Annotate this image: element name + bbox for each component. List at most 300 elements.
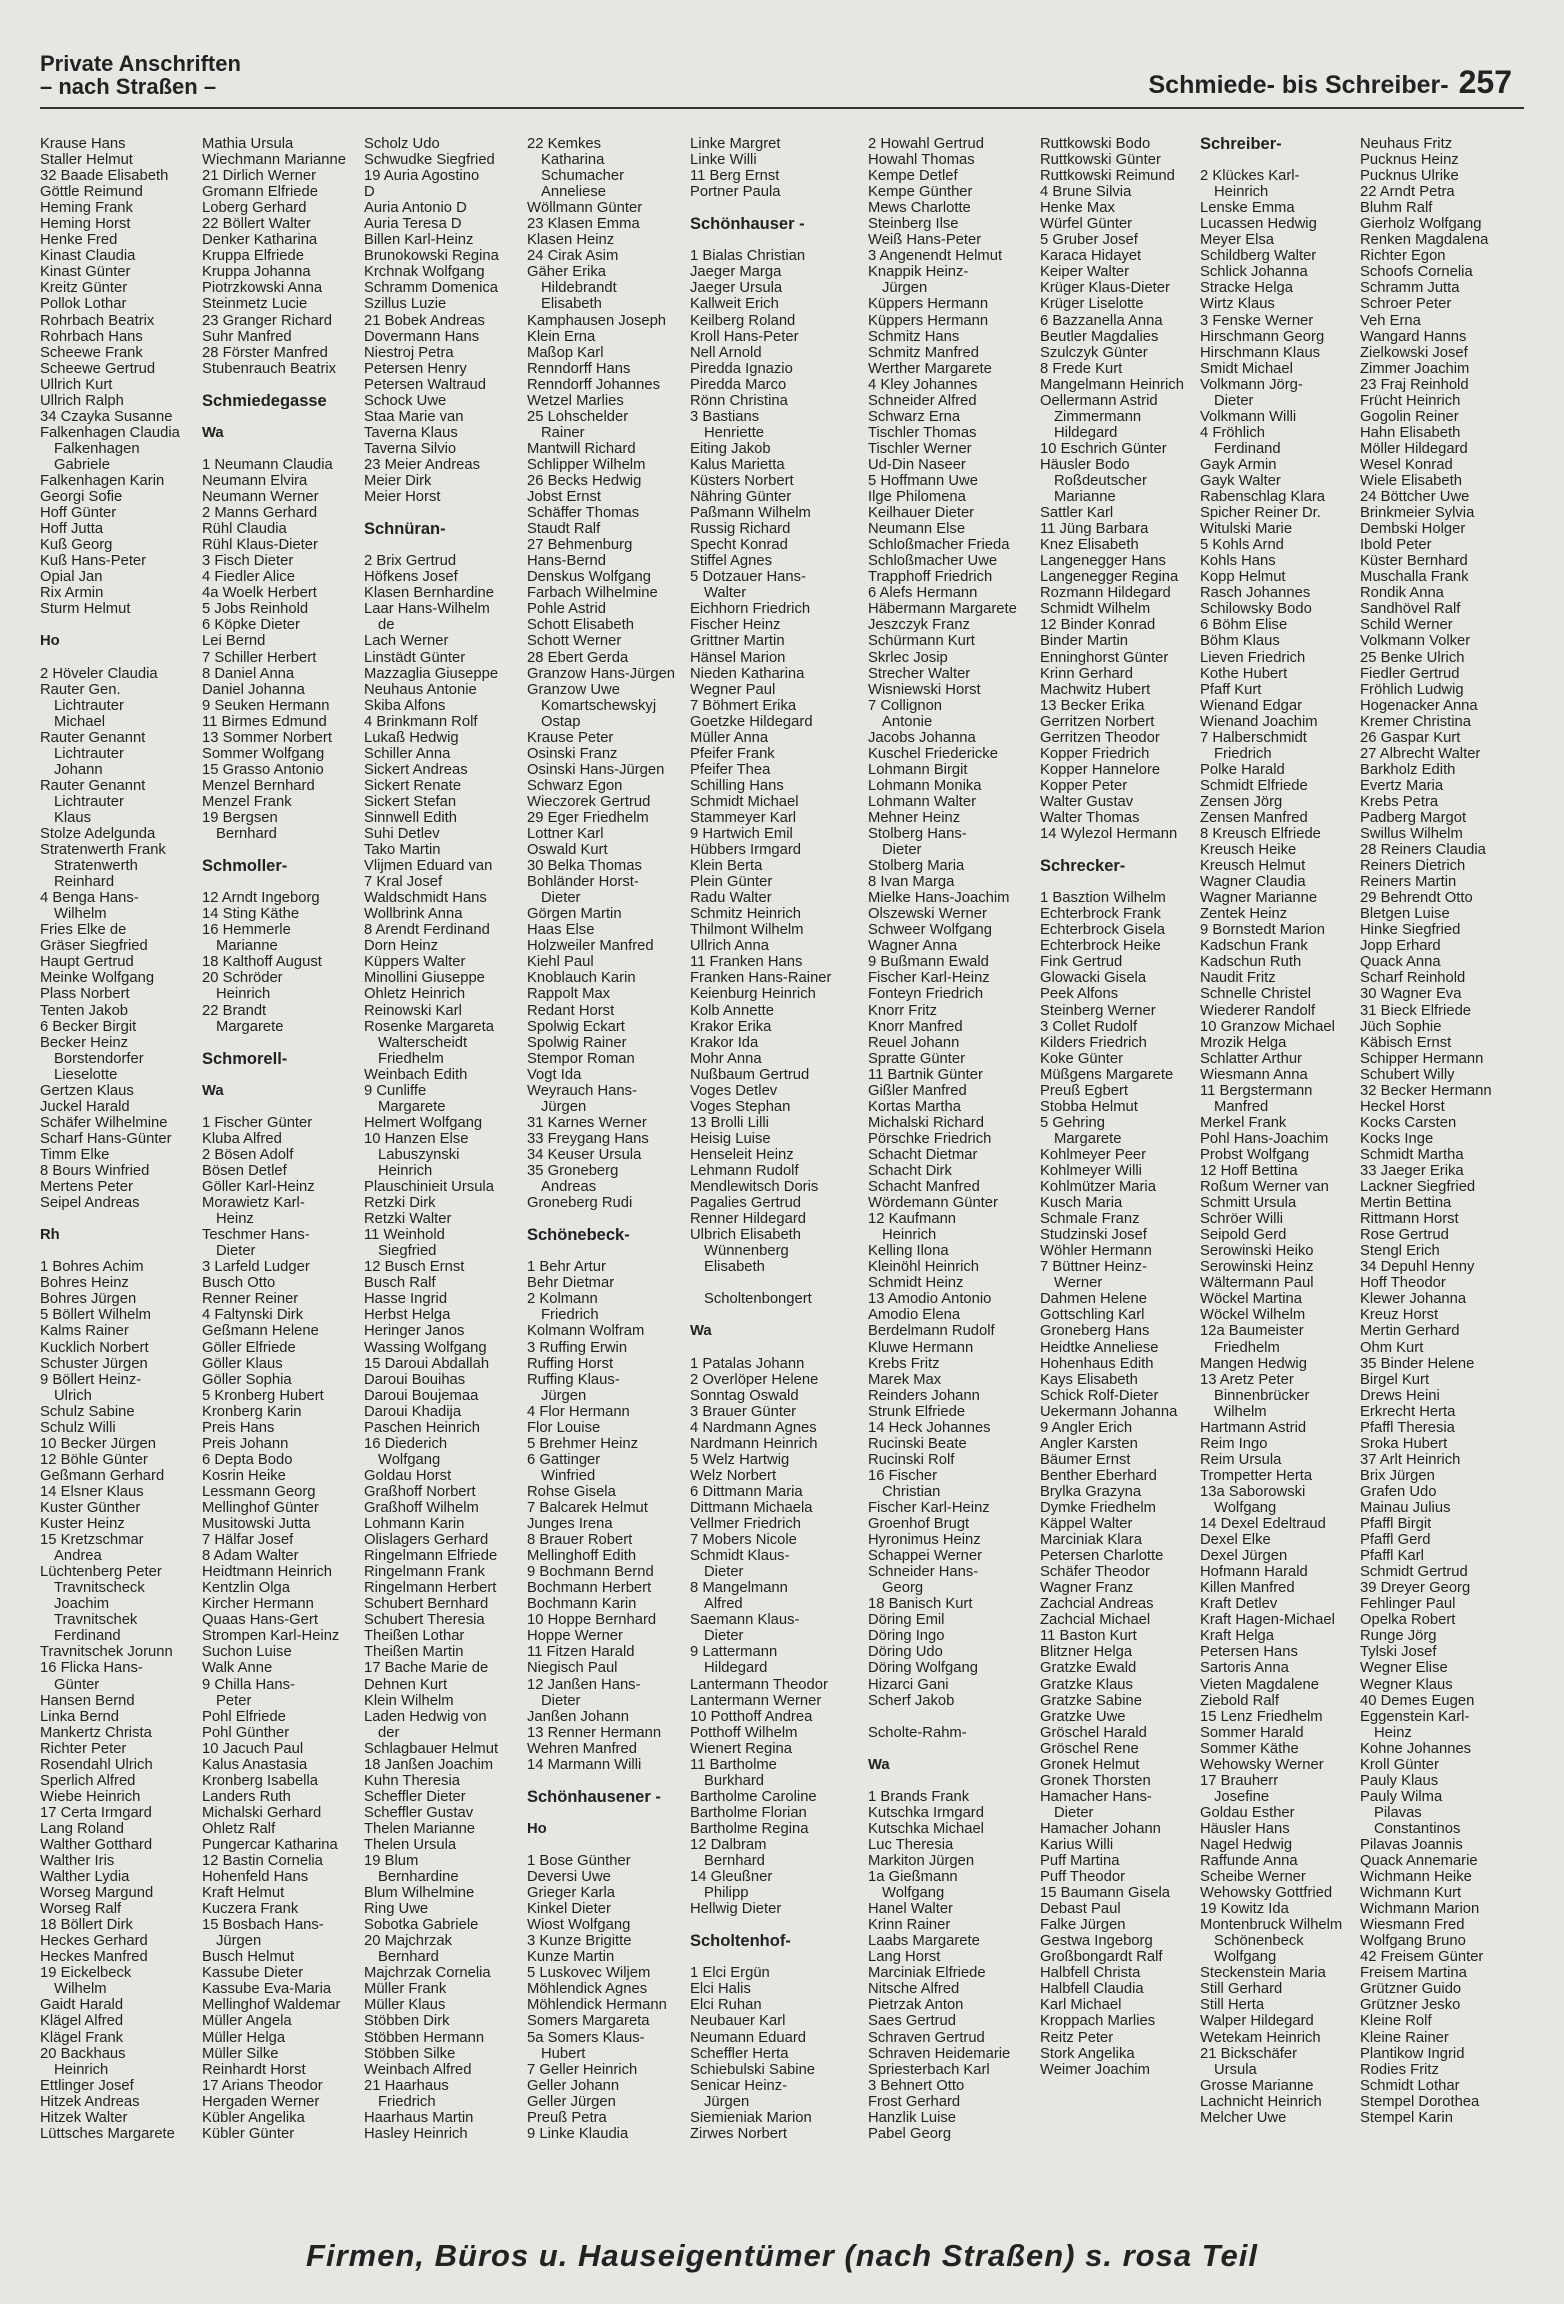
resident-entry: Potthoff Wilhelm (690, 1724, 798, 1741)
resident-entry: Wiesmann Anna (1200, 1066, 1308, 1083)
resident-entry: 9 Bornstedt Marion (1200, 922, 1326, 939)
resident-entry: Kübler Angelika (202, 2109, 305, 2126)
resident-entry: 5 Brehmer Heinz (527, 1435, 639, 1452)
resident-entry: Ringelmann Herbert (364, 1580, 497, 1597)
resident-entry: Wolfgang (1214, 1499, 1277, 1516)
resident-entry: 5 Luskovec Wiljem (527, 1965, 651, 1982)
resident-entry: Antonie (882, 713, 933, 730)
resident-entry: Margarete (216, 1018, 284, 1035)
resident-entry: Voges Stephan (690, 1098, 791, 1115)
resident-entry: Hamacher Johann (1040, 1820, 1161, 1837)
resident-entry: Elisabeth (704, 1259, 765, 1276)
street-heading: Schmorell- (202, 1050, 288, 1067)
resident-entry: Quack Anna (1360, 954, 1441, 971)
resident-entry: Kircher Hermann (202, 1596, 314, 1613)
resident-entry: Binnenbrücker (1214, 1387, 1310, 1404)
resident-entry: Helmert Wolfgang (364, 1114, 483, 1131)
resident-entry: Blitzner Helga (1040, 1644, 1133, 1661)
resident-entry: Constantinos (1374, 1820, 1461, 1837)
resident-entry: Stolberg Maria (868, 858, 965, 875)
resident-entry: 27 Behmenburg (527, 537, 633, 554)
resident-entry: 40 Demes Eugen (1360, 1692, 1475, 1709)
resident-entry: Kassube Eva-Maria (202, 1981, 332, 1998)
resident-entry: Kentzlin Olga (202, 1580, 291, 1597)
resident-entry: 14 Heck Johannes (868, 1419, 991, 1436)
resident-entry: Dembski Holger (1360, 521, 1466, 538)
resident-entry: Witulski Marie (1200, 521, 1293, 538)
resident-entry: Wiebe Heinrich (40, 1788, 141, 1805)
resident-entry: Luc Theresia (868, 1836, 954, 1853)
resident-entry: Müller Klaus (364, 1997, 446, 2014)
resident-entry: Kroll Günter (1360, 1756, 1439, 1773)
resident-entry: 4 Benga Hans- (40, 890, 139, 907)
resident-entry: Wöckel Martina (1200, 1291, 1302, 1308)
resident-entry: Zensen Manfred (1200, 809, 1308, 826)
resident-entry: 19 Auria Agostino (364, 168, 480, 185)
resident-entry: Höfkens Josef (364, 569, 458, 586)
resident-entry: Pfeifer Frank (690, 745, 775, 762)
resident-entry: Kuhn Theresia (364, 1772, 460, 1789)
resident-entry: Kraft Hagen-Michael (1200, 1612, 1335, 1629)
resident-entry: Rix Armin (40, 585, 104, 602)
resident-entry: Schmidt Michael (690, 793, 799, 810)
resident-entry: 4 Fiedler Alice (202, 569, 295, 586)
resident-entry: 21 Bickschäfer (1200, 2045, 1298, 2062)
resident-entry: Holzweiler Manfred (527, 938, 654, 955)
resident-entry: Bohländer Horst- (527, 874, 639, 891)
resident-entry: 21 Dirlich Werner (202, 168, 317, 185)
resident-entry: Keilhauer Dieter (868, 505, 975, 522)
resident-entry: Schlick Johanna (1200, 264, 1308, 281)
street-heading: Schrecker- (1040, 858, 1126, 875)
resident-entry: Georgi Sofie (40, 489, 123, 506)
resident-entry: Kassube Dieter (202, 1965, 304, 1982)
resident-entry: Schubert Willy (1360, 1066, 1455, 1083)
resident-entry: Sandhövel Ralf (1360, 601, 1461, 618)
resident-entry: 5a Somers Klaus- (527, 2029, 645, 2046)
resident-entry: 2 Brix Gertrud (364, 553, 457, 570)
resident-entry: Petersen Waltraud (364, 376, 486, 393)
resident-entry: 33 Jaeger Erika (1360, 1163, 1464, 1179)
resident-entry: Kolb Annette (690, 1002, 774, 1019)
resident-entry: Schmitz Hans (868, 328, 960, 345)
resident-entry: Schott Werner (527, 633, 622, 650)
resident-entry: Steckenstein Maria (1200, 1965, 1326, 1982)
resident-entry: Montenbruck Wilhelm (1200, 1917, 1343, 1934)
resident-entry: Rühl Claudia (202, 521, 287, 538)
resident-entry: 11 Fitzen Harald (527, 1644, 635, 1661)
resident-entry: Ringelmann Frank (364, 1564, 485, 1581)
resident-entry: Mendlewitsch Doris (690, 1179, 819, 1196)
resident-entry: Henke Fred (40, 232, 118, 249)
resident-entry: 10 Granzow Michael (1200, 1018, 1335, 1035)
resident-entry: Halbfell Claudia (1040, 1981, 1144, 1998)
resident-entry: Schmidt Lothar (1360, 2077, 1460, 2094)
resident-entry: Mellinghoff Edith (527, 1548, 637, 1565)
resident-entry: Pfaffl Birgit (1360, 1516, 1432, 1533)
resident-entry: Retzki Dirk (364, 1195, 436, 1212)
resident-entry: Bochmann Herbert (527, 1580, 652, 1597)
resident-entry: Killen Manfred (1200, 1580, 1295, 1597)
resident-entry: Daroui Khadija (364, 1403, 462, 1420)
resident-entry: Majchrzak Cornelia (364, 1965, 491, 1982)
resident-entry: Rönn Christina (690, 392, 788, 409)
resident-entry: 3 Brauer Günter (690, 1403, 797, 1420)
resident-entry: Kucklich Norbert (40, 1339, 149, 1356)
resident-entry: 2 Overlöper Helene (690, 1371, 819, 1388)
resident-entry: Groenhof Brugt (868, 1516, 970, 1533)
resident-entry: 35 Binder Helene (1360, 1355, 1475, 1372)
resident-entry: Farbach Wilhelmine (527, 585, 658, 602)
resident-entry: 1 Basztion Wilhelm (1040, 890, 1166, 907)
directory-column (690, 136, 870, 2218)
resident-entry: Skiba Alfons (364, 697, 446, 714)
resident-entry: Heinz (1374, 1724, 1412, 1741)
resident-entry (690, 1307, 870, 1323)
resident-entry: Sickert Renate (364, 777, 462, 794)
resident-entry (690, 232, 870, 248)
resident-entry: Nieden Katharina (690, 665, 805, 682)
resident-entry: Wagner Marianne (1200, 890, 1318, 907)
resident-entry: Neumann Elvira (202, 472, 308, 489)
resident-entry: 3 Fenske Werner (1200, 312, 1314, 329)
resident-entry: Lenske Emma (1200, 200, 1295, 217)
resident-entry: 7 Halberschmidt (1200, 729, 1307, 746)
resident-entry: Pfaff Kurt (1200, 681, 1262, 698)
resident-entry: 29 Eger Friedhelm (527, 809, 649, 826)
resident-entry: 8 Daniel Anna (202, 665, 295, 682)
district-code: Rh (40, 1227, 60, 1244)
resident-entry: Minollini Giuseppe (364, 970, 485, 987)
resident-entry: Ohm Kurt (1360, 1339, 1424, 1356)
resident-entry: Wieczorek Gertrud (527, 793, 651, 810)
resident-entry: Lüttsches Margarete (40, 2125, 175, 2142)
resident-entry: 11 Weinhold (364, 1227, 445, 1244)
resident-entry: Stracke Helga (1200, 280, 1293, 297)
resident-entry: 9 Seuken Hermann (202, 697, 330, 714)
resident-entry: Pauly Wilma (1360, 1788, 1443, 1805)
resident-entry: Volkmann Jörg- (1200, 376, 1303, 393)
resident-entry: Müller Helga (202, 2029, 286, 2046)
resident-entry: Melcher Uwe (1200, 2109, 1287, 2126)
resident-entry: Pollok Lothar (40, 296, 127, 313)
resident-entry: 5 Kohls Arnd (1200, 537, 1284, 554)
resident-entry: 9 Hartwich Emil (690, 826, 793, 843)
resident-entry: Karaca Hidayet (1040, 248, 1142, 265)
resident-entry: Kinast Günter (40, 264, 131, 281)
resident-entry: Rohse Gisela (527, 1483, 616, 1500)
resident-entry: Reuel Johann (868, 1034, 960, 1051)
resident-entry: 5 Böllert Wilhelm (40, 1307, 152, 1324)
resident-entry (868, 1741, 1048, 1757)
resident-entry: Keiper Walter (1040, 264, 1130, 281)
resident-entry: Wöhler Hermann (1040, 1243, 1152, 1260)
resident-entry: Dahmen Helene (1040, 1291, 1147, 1308)
resident-entry: 26 Becks Hedwig (527, 472, 642, 489)
resident-entry: Falke Jürgen (1040, 1917, 1126, 1934)
resident-entry: 18 Böllert Dirk (40, 1917, 133, 1934)
resident-entry: Schmidt Heinz (868, 1275, 964, 1292)
resident-entry: 12 Arndt Ingeborg (202, 890, 320, 907)
resident-entry: Lessmann Georg (202, 1483, 316, 1500)
resident-entry (202, 842, 382, 858)
resident-entry: Gierholz Wolfgang (1360, 216, 1482, 233)
resident-entry: Hübbers Irmgard (690, 842, 802, 859)
resident-entry: Lukaß Hedwig (364, 729, 459, 746)
resident-entry: Weimer Joachim (1040, 2061, 1150, 2078)
resident-entry (690, 1949, 870, 1965)
resident-entry: Ferdinand (1214, 440, 1281, 457)
resident-entry: Falkenhagen Claudia (40, 424, 180, 441)
resident-entry: Beutler Magdalies (1040, 328, 1159, 345)
resident-entry: Kalms Rainer (40, 1323, 129, 1340)
resident-entry: Deversi Uwe (527, 1869, 611, 1886)
resident-entry: Richter Peter (40, 1740, 127, 1757)
resident-entry: Großbongardt Ralf (1040, 1949, 1163, 1966)
resident-entry: Kohne Johannes (1360, 1740, 1472, 1757)
street-range-title: Schmiede- bis Schreiber- (1148, 71, 1449, 99)
resident-entry: Trompetter Herta (1200, 1467, 1313, 1484)
resident-entry: Käppel Walter (1040, 1516, 1133, 1533)
resident-entry: Wichmann Heike (1360, 1869, 1472, 1886)
resident-entry: Schacht Dirk (868, 1163, 952, 1179)
resident-entry: Labuszynski (378, 1146, 460, 1163)
resident-entry: Komartschewskyj (541, 697, 657, 714)
resident-entry: Pungercar Katharina (202, 1836, 338, 1853)
resident-entry: Erkrecht Herta (1360, 1403, 1456, 1420)
resident-entry: Ursula (1214, 2061, 1257, 2078)
resident-entry: Ullrich Kurt (40, 376, 113, 393)
resident-entry: 34 Czayka Susanne (40, 408, 173, 425)
resident-entry: Rosendahl Ulrich (40, 1756, 153, 1773)
resident-entry: Gromann Elfriede (202, 184, 318, 201)
resident-entry: Wiederer Randolf (1200, 1002, 1316, 1019)
resident-entry: 14 Sting Käthe (202, 906, 300, 923)
resident-entry: Loberg Gerhard (202, 200, 307, 217)
resident-entry: Janßen Johann (527, 1708, 630, 1725)
resident-entry: Schuster Jürgen (40, 1355, 148, 1372)
resident-entry: Heidtmann Heinrich (202, 1564, 332, 1581)
resident-entry: Becker Heinz (40, 1034, 128, 1051)
street-heading: Schnüran- (364, 521, 446, 538)
resident-entry: Kuster Günther (40, 1499, 141, 1516)
resident-entry: 4 Fröhlich (1200, 424, 1265, 441)
resident-entry: Küppers Walter (364, 954, 466, 971)
resident-entry: Schneider Hans- (868, 1564, 979, 1581)
resident-entry: Volkmann Willi (1200, 408, 1297, 425)
resident-entry: Schäfer Wilhelmine (40, 1114, 168, 1131)
resident-entry: 1a Gießmann (868, 1869, 958, 1886)
resident-entry: Walther Gotthard (40, 1836, 153, 1853)
resident-entry: 21 Bobek Andreas (364, 312, 485, 329)
resident-entry: 1 Neumann Claudia (202, 456, 333, 473)
resident-entry: Langenegger Hans (1040, 553, 1166, 570)
resident-entry (202, 441, 382, 457)
resident-entry (40, 1243, 220, 1259)
resident-entry: Borstendorfer (54, 1050, 144, 1067)
resident-entry: Kreitz Günter (40, 280, 128, 297)
resident-entry: 7 Hälfar Josef (202, 1532, 294, 1549)
resident-entry: Machwitz Hubert (1040, 681, 1151, 698)
resident-entry: 18 Banisch Kurt (868, 1596, 973, 1613)
resident-entry: 9 Cunliffe (364, 1082, 427, 1099)
resident-entry: Berdelmann Rudolf (868, 1323, 995, 1340)
resident-entry: 18 Janßen Joachim (364, 1756, 494, 1773)
resident-entry: Müßgens Margarete (1040, 1066, 1174, 1083)
resident-entry: Hirschmann Georg (1200, 328, 1325, 345)
resident-entry: Scholte-Rahm- (868, 1724, 967, 1741)
resident-entry: Wetekam Heinrich (1200, 2029, 1321, 2046)
resident-entry: Redant Horst (527, 1002, 615, 1019)
resident-entry: 25 Lohschelder (527, 408, 629, 425)
resident-entry: Schappei Werner (868, 1548, 983, 1565)
resident-entry: Michael (54, 713, 105, 730)
resident-entry: Merkel Frank (1200, 1114, 1287, 1131)
resident-entry (202, 874, 382, 890)
resident-entry: 5 Kronberg Hubert (202, 1387, 324, 1404)
resident-entry: Osinski Franz (527, 745, 618, 762)
resident-entry: 6 Böhm Elise (1200, 617, 1288, 634)
resident-entry: Mellinghof Waldemar (202, 1997, 341, 2014)
resident-entry: Heidtke Anneliese (1040, 1339, 1159, 1356)
resident-entry: Preis Johann (202, 1435, 289, 1452)
resident-entry: Vogt Ida (527, 1066, 582, 1083)
resident-entry: Niegisch Paul (527, 1660, 618, 1677)
resident-entry: Kutschka Irmgard (868, 1804, 984, 1821)
resident-entry: Krakor Erika (690, 1018, 772, 1035)
resident-entry: Schiebulski Sabine (690, 2061, 816, 2078)
resident-entry: Sturm Helmut (40, 601, 131, 618)
resident-entry: Worseg Margund (40, 1885, 154, 1902)
resident-entry (527, 1773, 707, 1789)
resident-entry: Stubenrauch Beatrix (202, 360, 337, 377)
resident-entry: 3 Bastians (690, 408, 760, 425)
resident-entry: 15 Daroui Abdallah (364, 1355, 490, 1372)
resident-entry: Rondik Anna (1360, 585, 1444, 602)
resident-entry: Kohlmeyer Willi (1040, 1163, 1142, 1179)
resident-entry: Schloßmacher Frieda (868, 537, 1010, 554)
resident-entry: Hinke Siegfried (1360, 922, 1461, 939)
resident-entry: Lantermann Werner (690, 1692, 822, 1709)
resident-entry: Mainau Julius (1360, 1499, 1451, 1516)
resident-entry: Hanzlik Luise (868, 2109, 957, 2126)
resident-entry: 3 Kunze Brigitte (527, 1933, 632, 1950)
resident-entry: 15 Bosbach Hans- (202, 1917, 324, 1934)
resident-entry: Schilowsky Bodo (1200, 601, 1312, 618)
resident-entry: Pucknus Ulrike (1360, 168, 1459, 185)
resident-entry: Schott Elisabeth (527, 617, 634, 634)
resident-entry: Retzki Walter (364, 1211, 452, 1228)
resident-entry: 12 Janßen Hans- (527, 1676, 641, 1693)
resident-entry: Grafen Udo (1360, 1483, 1437, 1500)
resident-entry: Jürgen (541, 1098, 587, 1115)
resident-entry: Sattler Karl (1040, 505, 1114, 522)
resident-entry: Heckel Horst (1360, 1098, 1445, 1115)
resident-entry: Bernhardine (378, 1869, 459, 1886)
resident-entry: Kluba Alfred (202, 1130, 282, 1147)
resident-entry: 3 Angenendt Helmut (868, 248, 1003, 265)
resident-entry: Linka Bernd (40, 1708, 119, 1725)
resident-entry: Binder Martin (1040, 633, 1128, 650)
resident-entry: Friedrich (541, 1307, 599, 1324)
resident-entry: 14 Elsner Klaus (40, 1483, 144, 1500)
street-heading: Schönhausener - (527, 1788, 661, 1805)
directory-columns (40, 136, 1524, 2218)
resident-entry: Hohenfeld Hans (202, 1869, 309, 1886)
resident-entry: 30 Belka Thomas (527, 858, 642, 875)
resident-entry: Nußbaum Gertrud (690, 1066, 810, 1083)
resident-entry: Kilders Friedrich (1040, 1034, 1147, 1051)
resident-entry: Hamacher Hans- (1040, 1788, 1152, 1805)
resident-entry: Saemann Klaus- (690, 1612, 800, 1629)
resident-entry: Spriesterbach Karl (868, 2061, 990, 2078)
resident-entry: Friedhelm (378, 1050, 444, 1067)
resident-entry: 3 Collet Rudolf (1040, 1018, 1138, 1035)
resident-entry: Stobba Helmut (1040, 1098, 1138, 1115)
resident-entry: Eichhorn Friedrich (690, 601, 811, 618)
resident-entry: Kunze Martin (527, 1949, 615, 1966)
resident-entry: 17 Arians Theodor (202, 2077, 323, 2094)
resident-entry: Heckes Gerhard (40, 1933, 148, 1950)
resident-entry: 19 Eickelbeck (40, 1965, 132, 1982)
resident-entry: 11 Baston Kurt (1040, 1628, 1137, 1645)
resident-entry: Spratte Günter (868, 1050, 966, 1067)
street-heading: Schönhauser - (690, 216, 805, 233)
resident-entry: Wichmann Marion (1360, 1901, 1480, 1918)
resident-entry: 12 Hoff Bettina (1200, 1163, 1298, 1179)
resident-entry: Schmidt Gertrud (1360, 1564, 1468, 1581)
resident-entry: Pfaffl Gerd (1360, 1532, 1431, 1549)
resident-entry: Falkenhagen (54, 440, 140, 457)
resident-entry: 23 Meier Andreas (364, 456, 480, 473)
resident-entry: Dieter (1054, 1804, 1094, 1821)
resident-entry: Kleinöhl Heinrich (868, 1259, 980, 1276)
resident-entry: Dieter (704, 1564, 744, 1581)
resident-entry: Spolwig Eckart (527, 1018, 625, 1035)
resident-entry: 26 Gaspar Kurt (1360, 729, 1461, 746)
resident-entry: Falkenhagen Karin (40, 472, 165, 489)
resident-entry: 17 Bache Marie de (364, 1660, 489, 1677)
resident-entry (40, 617, 220, 633)
resident-entry: Kolmann Wolfram (527, 1323, 645, 1340)
resident-entry: Travnitschek (54, 1612, 138, 1629)
resident-entry: Schönenbeck (1214, 1933, 1304, 1950)
resident-entry: 42 Freisem Günter (1360, 1949, 1484, 1966)
resident-entry: Bartholme Caroline (690, 1788, 817, 1805)
resident-entry: Kopper Hannelore (1040, 761, 1161, 778)
resident-entry: 6 Dittmann Maria (690, 1483, 803, 1500)
resident-entry: 7 Böhmert Erika (690, 697, 797, 714)
resident-entry: Somers Margareta (527, 2013, 650, 2030)
resident-entry: Skrlec Josip (868, 649, 948, 666)
resident-entry: Dieter (216, 1243, 256, 1260)
resident-entry: Neumann Eduard (690, 2029, 806, 2046)
resident-entry: Klein Wilhelm (364, 1692, 454, 1709)
resident-entry: Graßhoff Norbert (364, 1483, 476, 1500)
resident-entry: Gißler Manfred (868, 1082, 967, 1099)
resident-entry: Suhi Detlev (364, 826, 440, 843)
resident-entry: Eggenstein Karl- (1360, 1708, 1470, 1725)
resident-entry (868, 1709, 1048, 1725)
resident-entry: Günter (54, 1676, 100, 1693)
resident-entry: Pabel Georg (868, 2125, 952, 2142)
resident-entry: Rabenschlag Klara (1200, 489, 1326, 506)
resident-entry: Fehlinger Paul (1360, 1596, 1456, 1613)
resident-entry: 13 Renner Hermann (527, 1724, 662, 1741)
resident-entry: Wegner Paul (690, 681, 776, 698)
resident-entry: Mertin Gerhard (1360, 1323, 1460, 1340)
resident-entry: Oswald Kurt (527, 842, 608, 859)
